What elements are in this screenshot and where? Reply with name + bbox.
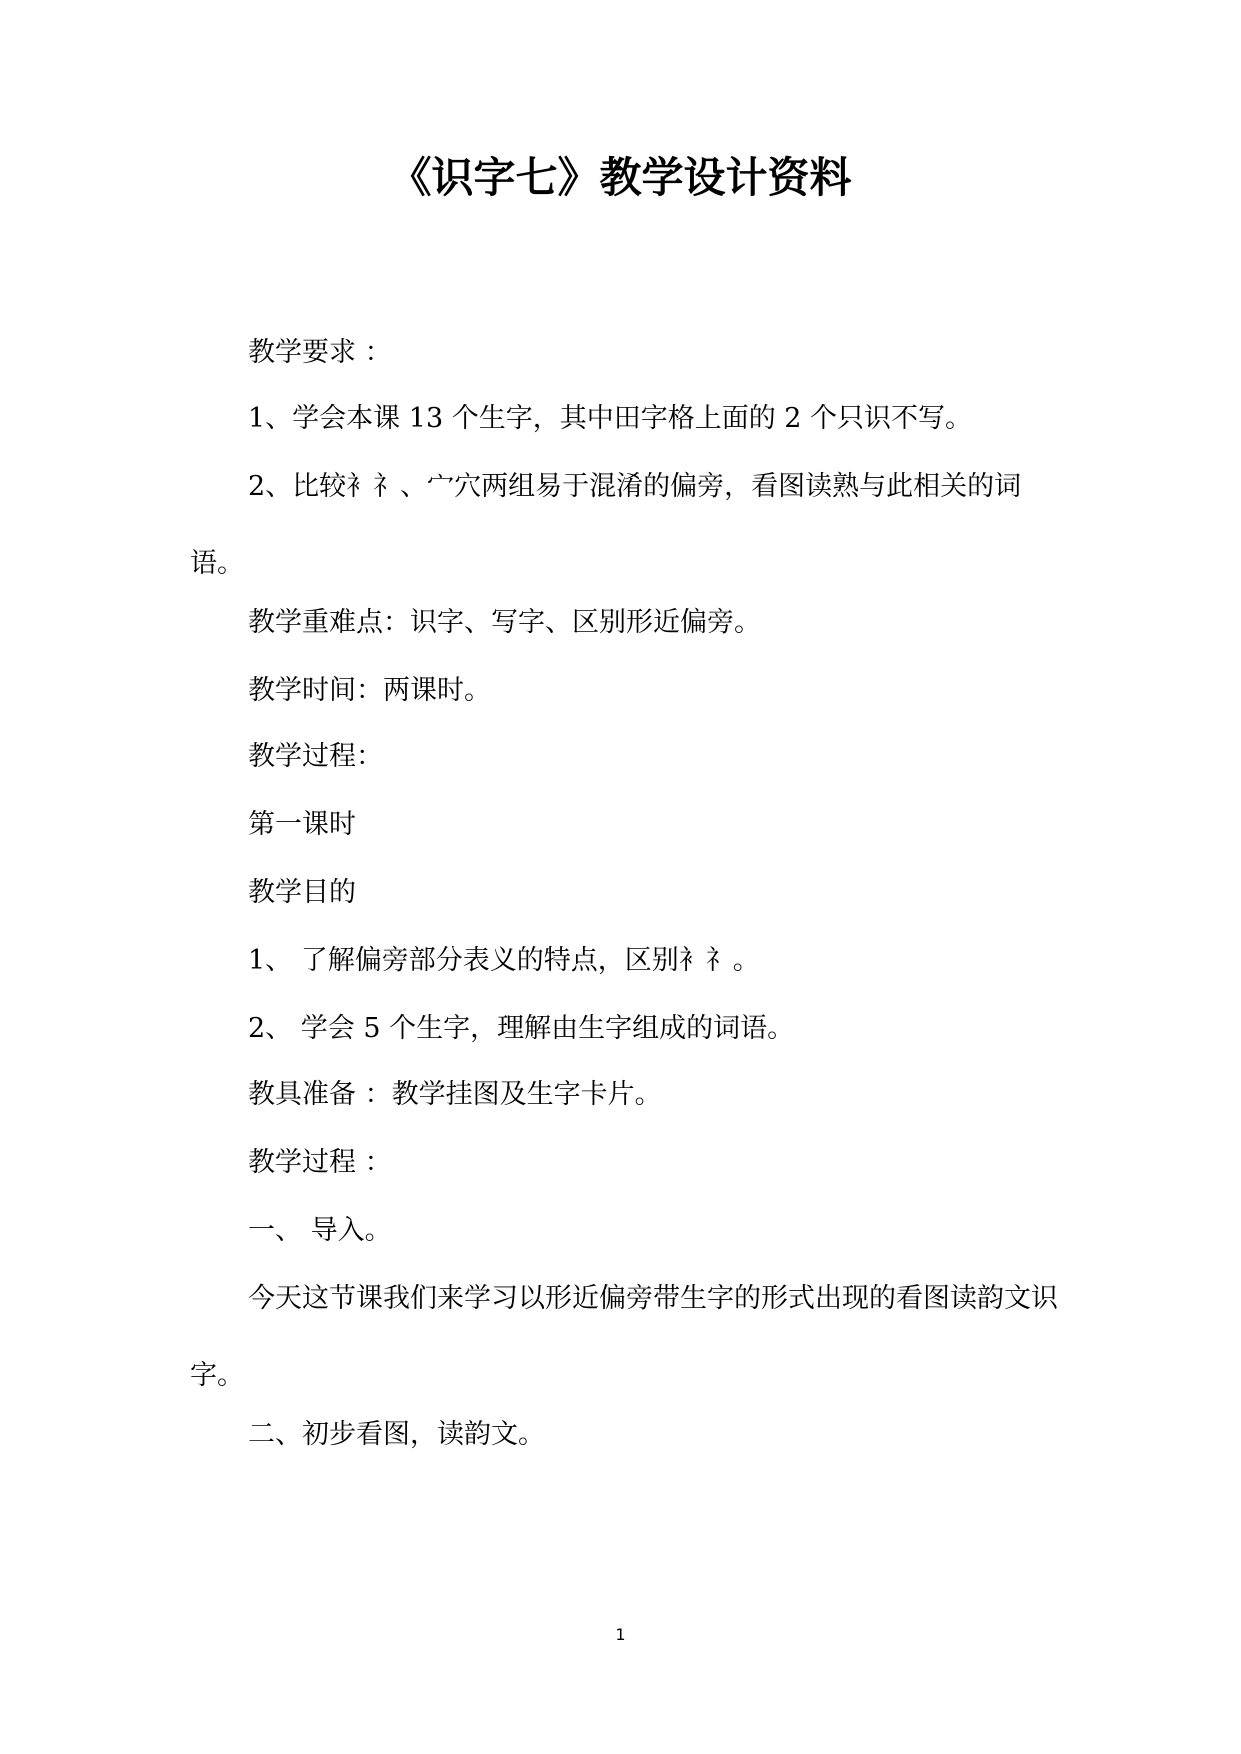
paragraph-step-reading: 二、初步看图，读韵文。	[248, 1419, 545, 1450]
paragraph-requirement-1: 1、学会本课 13 个生字，其中田字格上面的 2 个只识不写。	[248, 403, 973, 434]
paragraph-teaching-process: 教学过程：	[248, 741, 383, 772]
page-number: 1	[615, 1625, 626, 1644]
paragraph-introduction-text: 今天这节课我们来学习以形近偏旁带生字的形式出现的看图读韵文识字。	[190, 1283, 1058, 1391]
paragraph-objective-1: 1、 了解偏旁部分表义的特点，区别衤礻。	[248, 945, 760, 976]
paragraph-key-difficulties: 教学重难点：识字、写字、区别形近偏旁。	[248, 607, 761, 638]
paragraph-first-lesson: 第一课时	[248, 809, 356, 840]
paragraph-step-introduction: 一、 导入。	[248, 1215, 392, 1246]
paragraph-teaching-aids: 教具准备 ：教学挂图及生字卡片。	[248, 1079, 662, 1110]
document-title: 《识字七》教学设计资料	[389, 153, 852, 202]
paragraph-objective-2: 2、 学会 5 个生字，理解由生字组成的词语。	[248, 1013, 795, 1044]
paragraph-teaching-process-2: 教学过程 ：	[248, 1147, 392, 1178]
paragraph-teaching-requirements: 教学要求 ：	[248, 337, 392, 368]
paragraph-requirement-2: 2、比较衤礻、宀穴两组易于混淆的偏旁，看图读熟与此相关的词语。	[190, 471, 1022, 579]
paragraph-teaching-objectives: 教学目的	[248, 877, 356, 908]
paragraph-teaching-time: 教学时间：两课时。	[248, 675, 491, 706]
